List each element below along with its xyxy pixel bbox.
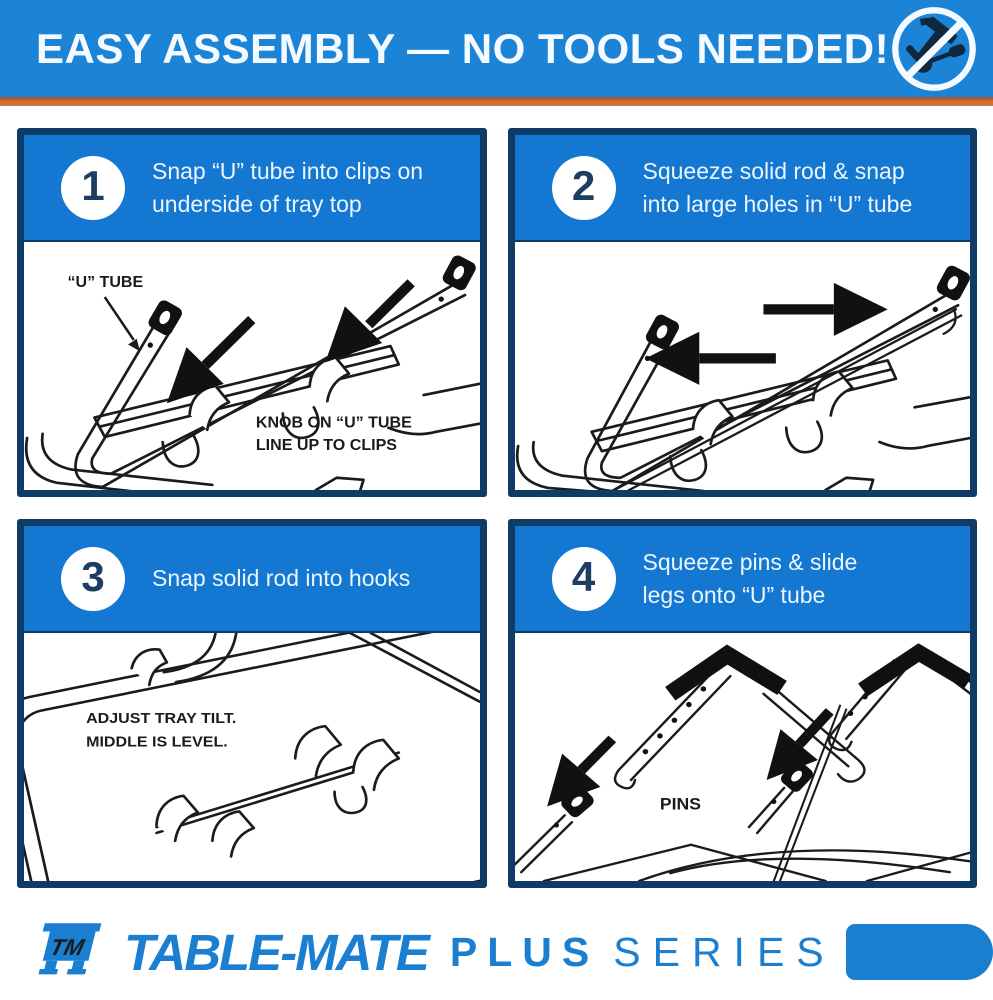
leg-corner-caps xyxy=(670,653,968,694)
banner xyxy=(0,0,993,97)
svg-text:KNOB ON “U” TUBE: KNOB ON “U” TUBE xyxy=(255,414,412,432)
label-pins: PINS xyxy=(659,793,701,814)
step-number-badge: 4 xyxy=(552,547,616,611)
brand-pill xyxy=(846,924,993,980)
step-number-badge: 3 xyxy=(61,547,125,611)
brand-footer xyxy=(0,914,993,990)
steps-grid xyxy=(17,128,977,888)
step-2-illustration xyxy=(515,242,971,490)
step-instruction: Snap “U” tube into clips on underside of tray top xyxy=(152,158,424,217)
step-panel-2 xyxy=(508,128,978,497)
banner-title: EASY ASSEMBLY — NO TOOLS NEEDED! xyxy=(36,24,890,72)
accent-stripe xyxy=(0,97,993,106)
label-tray-tilt xyxy=(86,711,236,751)
step-2-header xyxy=(515,135,971,242)
svg-text:MIDDLE IS LEVEL.: MIDDLE IS LEVEL. xyxy=(86,734,228,751)
step-panel-3 xyxy=(17,519,487,888)
legs-pins-drawing xyxy=(515,633,971,881)
slide-arrows xyxy=(547,708,834,806)
brand-series: SERIES xyxy=(613,928,836,975)
step-panel-4 xyxy=(508,519,978,888)
step-3-header xyxy=(24,526,480,633)
svg-text:“U” TUBE: “U” TUBE xyxy=(67,273,144,291)
svg-text:ADJUST TRAY TILT.: ADJUST TRAY TILT. xyxy=(86,710,237,728)
svg-text:TM: TM xyxy=(47,934,87,961)
label-u-tube xyxy=(67,274,143,351)
step-1-header xyxy=(24,135,480,242)
step-4-header xyxy=(515,526,971,633)
step-4-illustration xyxy=(515,633,971,881)
step-number-badge: 1 xyxy=(61,156,125,220)
step-3-illustration xyxy=(24,633,480,881)
step-instruction: Squeeze pins & slide legs onto “U” tube xyxy=(642,549,858,608)
table-mate-logo-icon xyxy=(32,916,116,988)
step-number-badge: 2 xyxy=(552,156,616,220)
brand-plus: PLUS xyxy=(449,928,600,975)
step-instruction: Snap solid rod into hooks xyxy=(152,565,411,592)
brand-name: TABLE-MATE xyxy=(124,923,428,981)
svg-text:LINE UP TO CLIPS: LINE UP TO CLIPS xyxy=(255,437,397,455)
u-tube-clips-drawing xyxy=(24,242,480,490)
step-instruction: Squeeze solid rod & snap into large holes in “U” tube xyxy=(642,158,913,217)
no-tools-icon xyxy=(889,4,979,94)
label-knob xyxy=(256,415,412,454)
rod-into-holes-drawing xyxy=(515,242,971,490)
rod-into-hooks-drawing xyxy=(24,633,480,881)
step-1-illustration xyxy=(24,242,480,490)
step-panel-1 xyxy=(17,128,487,497)
